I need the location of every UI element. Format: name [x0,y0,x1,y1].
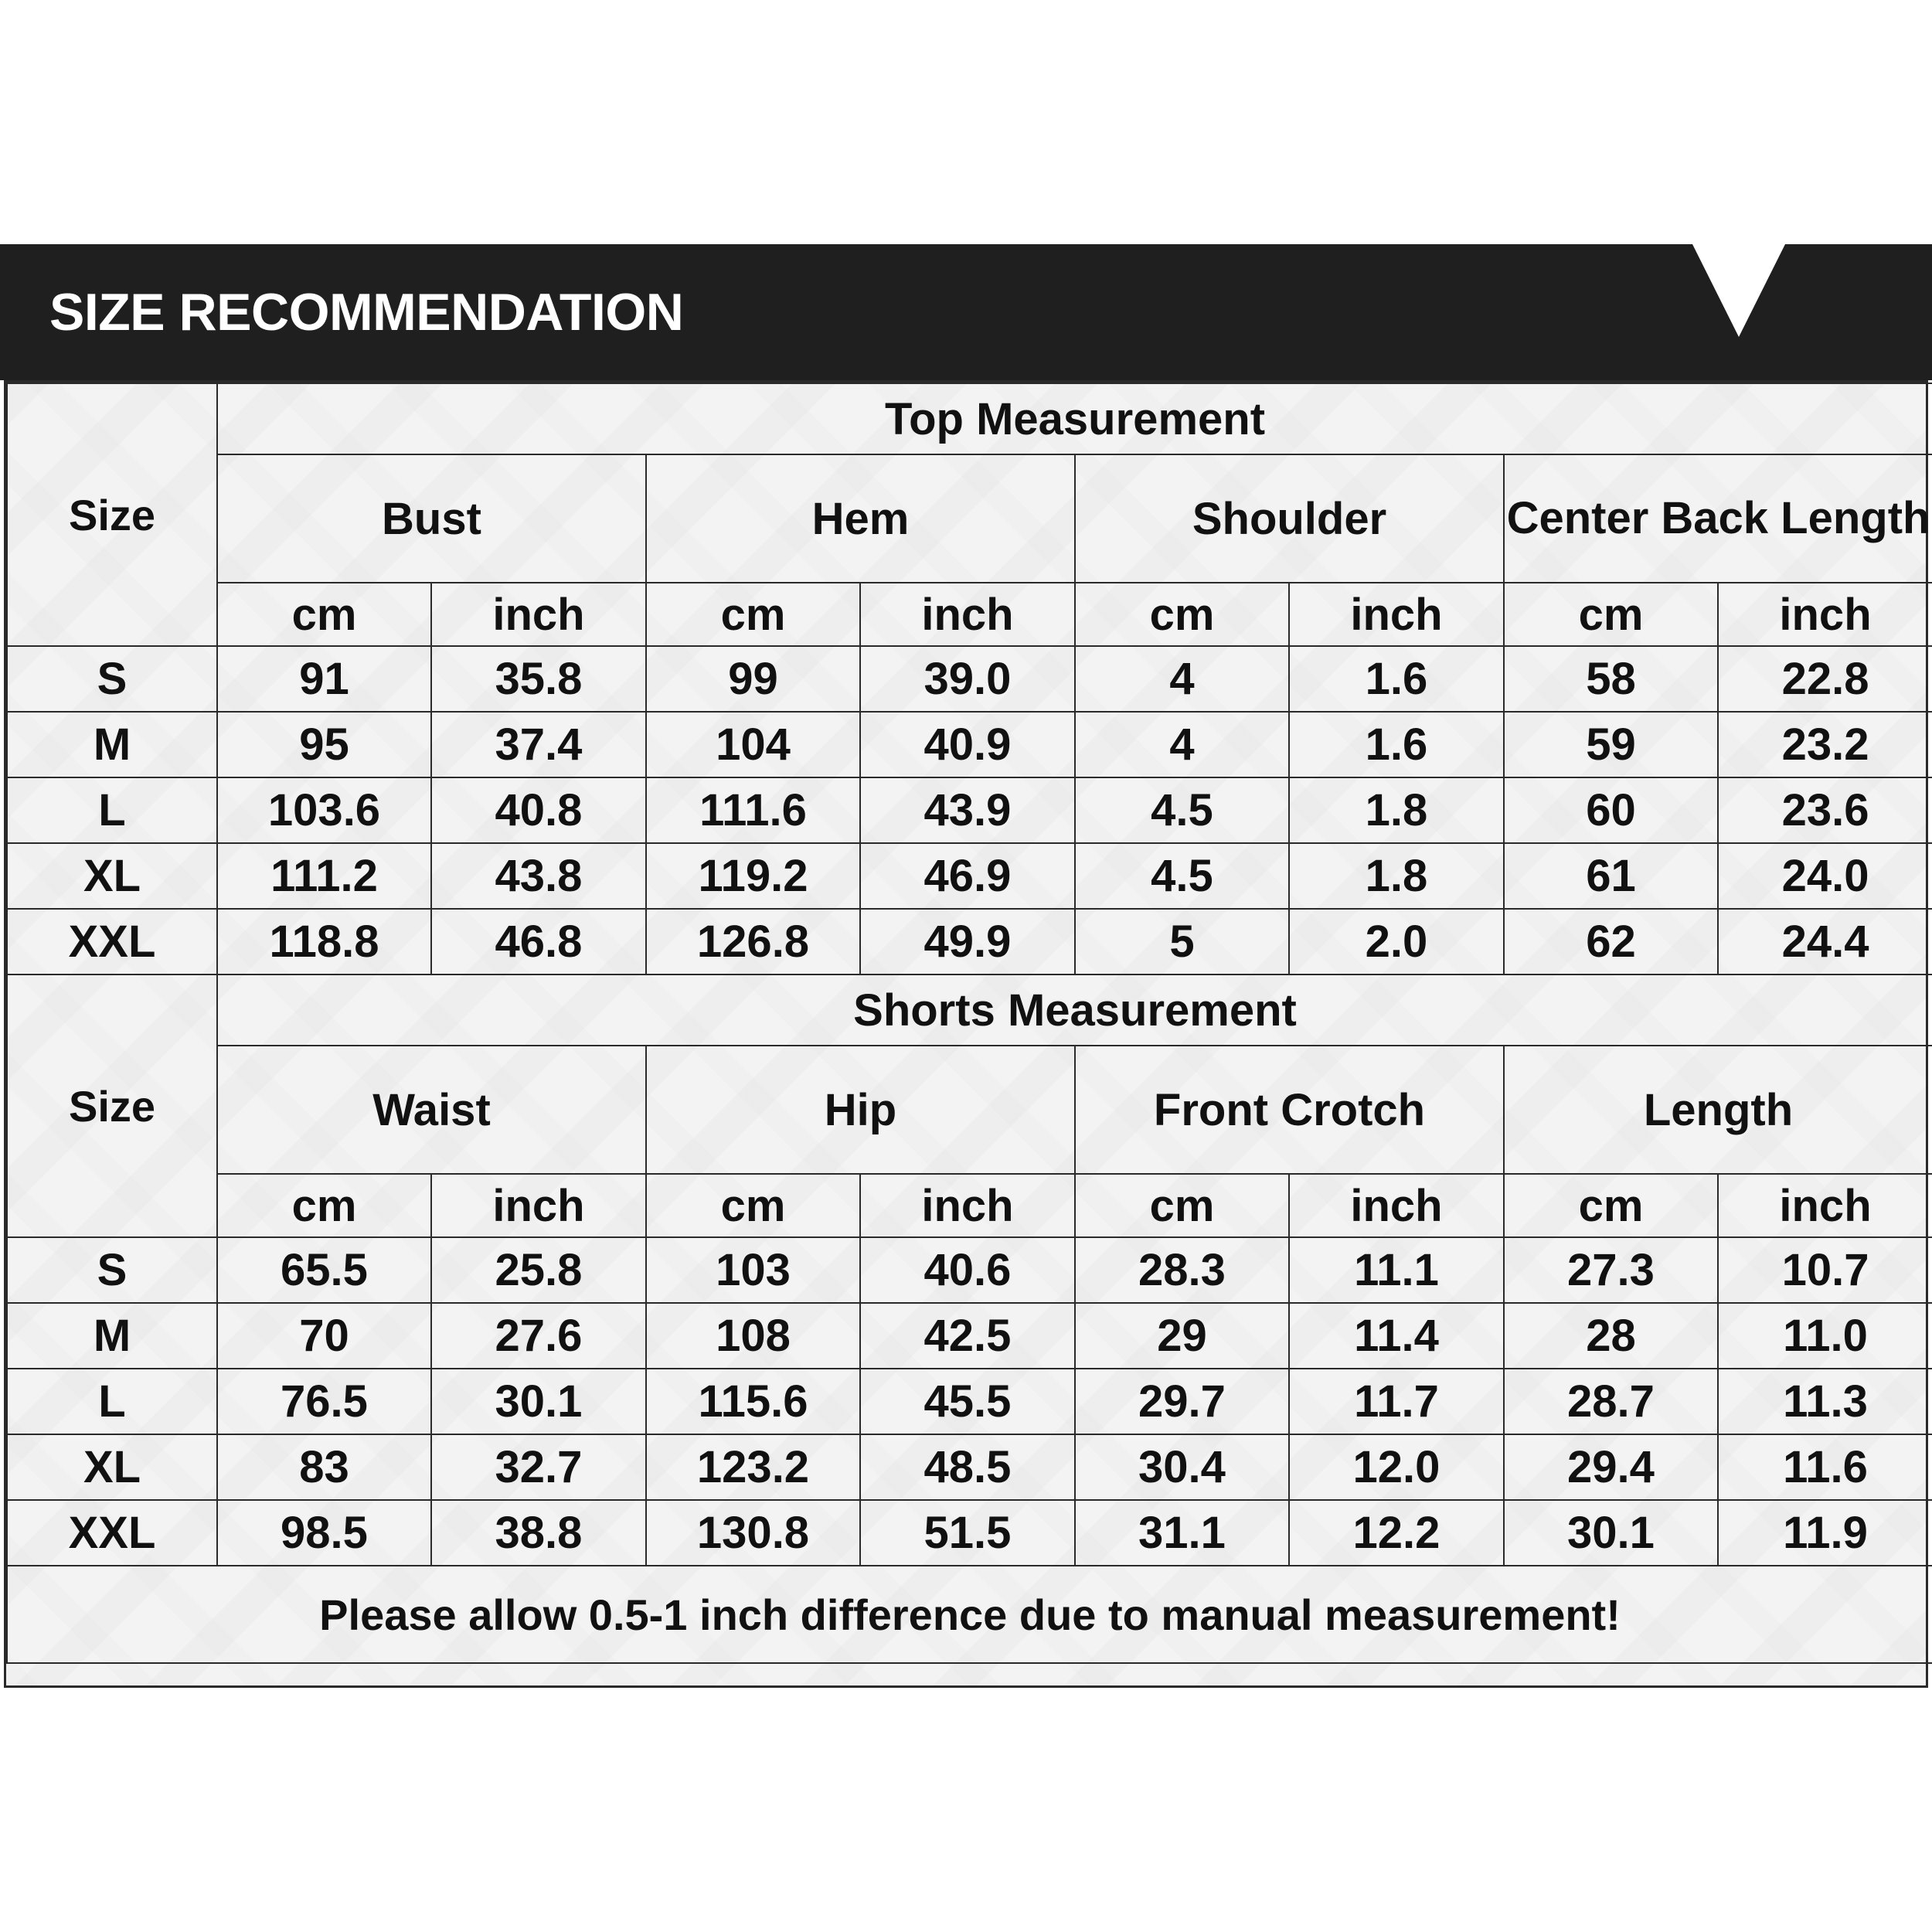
measurement-cell: 25.8 [431,1237,646,1303]
measurement-cell: 119.2 [646,843,860,909]
category-header-center-back-length-label: Center Back Length [1506,493,1930,543]
unit-header-cm: cm [1504,1174,1718,1237]
category-header-bust: Bust [217,454,646,583]
measurement-cell: 62 [1504,909,1718,975]
header-banner [0,244,1932,380]
measurement-cell: 27.6 [431,1303,646,1369]
measurement-cell: 99 [646,646,860,712]
unit-header-cm: cm [646,583,860,646]
measurement-cell: 27.3 [1504,1237,1718,1303]
measurement-cell: 11.6 [1718,1434,1932,1500]
measurement-cell: 108 [646,1303,860,1369]
top-measurement-section [7,383,1932,975]
measurement-cell: 12.2 [1289,1500,1504,1566]
size-column-header: Size [7,383,217,646]
table-row [7,712,1932,777]
measurement-cell: 98.5 [217,1500,431,1566]
category-header-waist: Waist [217,1046,646,1174]
size-cell: S [7,646,217,712]
unit-header-cm: cm [217,583,431,646]
table-row [7,843,1932,909]
measurement-cell: 130.8 [646,1500,860,1566]
measurement-cell: 118.8 [217,909,431,975]
unit-header-cm: cm [1075,583,1289,646]
unit-header-inch: inch [860,583,1075,646]
size-table [6,383,1932,1664]
measurement-cell: 37.4 [431,712,646,777]
measurement-cell: 1.8 [1289,777,1504,843]
measurement-cell: 11.9 [1718,1500,1932,1566]
category-header-center-back-length [1504,454,1932,583]
measurement-cell: 31.1 [1075,1500,1289,1566]
measurement-cell: 91 [217,646,431,712]
category-header-shoulder-label: Shoulder [1192,493,1387,544]
measurement-cell: 4 [1075,646,1289,712]
measurement-note: Please allow 0.5-1 inch difference due to manual measurement! [7,1566,1932,1663]
unit-header-cm: cm [217,1174,431,1237]
measurement-cell: 28.3 [1075,1237,1289,1303]
measurement-cell: 43.9 [860,777,1075,843]
measurement-cell: 28.7 [1504,1369,1718,1434]
measurement-cell: 58 [1504,646,1718,712]
unit-header-cm: cm [1504,583,1718,646]
measurement-cell: 35.8 [431,646,646,712]
measurement-cell: 123.2 [646,1434,860,1500]
size-cell: XL [7,843,217,909]
measurement-cell: 2.0 [1289,909,1504,975]
measurement-cell: 126.8 [646,909,860,975]
measurement-cell: 42.5 [860,1303,1075,1369]
category-header-front-crotch: Front Crotch [1075,1046,1504,1174]
measurement-cell: 23.6 [1718,777,1932,843]
measurement-cell: 11.1 [1289,1237,1504,1303]
table-row [7,777,1932,843]
measurement-cell: 28 [1504,1303,1718,1369]
measurement-cell: 4.5 [1075,843,1289,909]
unit-header-inch: inch [431,1174,646,1237]
measurement-cell: 40.6 [860,1237,1075,1303]
top-measurement-title: Top Measurement [217,383,1932,454]
table-row [7,1369,1932,1434]
measurement-cell: 65.5 [217,1237,431,1303]
size-column-header: Size [7,975,217,1237]
measurement-cell: 115.6 [646,1369,860,1434]
unit-header-inch: inch [860,1174,1075,1237]
measurement-cell: 104 [646,712,860,777]
measurement-cell: 30.1 [431,1369,646,1434]
measurement-cell: 11.0 [1718,1303,1932,1369]
size-cell: M [7,1303,217,1369]
unit-header-inch: inch [1289,583,1504,646]
shorts-measurement-title: Shorts Measurement [217,975,1932,1046]
measurement-cell: 32.7 [431,1434,646,1500]
unit-header-cm: cm [646,1174,860,1237]
down-arrow-icon [1692,244,1785,337]
measurement-cell: 4 [1075,712,1289,777]
size-cell: M [7,712,217,777]
table-row [7,1237,1932,1303]
unit-header-cm: cm [1075,1174,1289,1237]
unit-header-inch: inch [1289,1174,1504,1237]
measurement-cell: 24.4 [1718,909,1932,975]
measurement-cell: 11.7 [1289,1369,1504,1434]
measurement-cell: 11.3 [1718,1369,1932,1434]
measurement-cell: 1.6 [1289,712,1504,777]
measurement-cell: 29.4 [1504,1434,1718,1500]
measurement-cell: 23.2 [1718,712,1932,777]
measurement-cell: 83 [217,1434,431,1500]
measurement-cell: 22.8 [1718,646,1932,712]
unit-header-inch: inch [1718,583,1932,646]
size-cell: XXL [7,1500,217,1566]
measurement-cell: 95 [217,712,431,777]
measurement-cell: 46.8 [431,909,646,975]
category-header-shoulder [1075,454,1504,583]
table-row [7,1303,1932,1369]
size-cell: XXL [7,909,217,975]
measurement-cell: 103 [646,1237,860,1303]
measurement-cell: 43.8 [431,843,646,909]
table-row [7,646,1932,712]
measurement-cell: 10.7 [1718,1237,1932,1303]
measurement-cell: 49.9 [860,909,1075,975]
measurement-cell: 5 [1075,909,1289,975]
measurement-cell: 111.2 [217,843,431,909]
category-header-hem: Hem [646,454,1075,583]
measurement-cell: 70 [217,1303,431,1369]
measurement-cell: 40.9 [860,712,1075,777]
size-cell: XL [7,1434,217,1500]
measurement-cell: 11.4 [1289,1303,1504,1369]
measurement-cell: 40.8 [431,777,646,843]
size-chart [4,380,1928,1688]
table-row [7,909,1932,975]
table-row [7,1434,1932,1500]
measurement-cell: 59 [1504,712,1718,777]
size-cell: S [7,1237,217,1303]
table-row [7,1500,1932,1566]
measurement-cell: 24.0 [1718,843,1932,909]
measurement-cell: 48.5 [860,1434,1075,1500]
measurement-cell: 45.5 [860,1369,1075,1434]
measurement-cell: 38.8 [431,1500,646,1566]
measurement-cell: 30.4 [1075,1434,1289,1500]
measurement-cell: 1.8 [1289,843,1504,909]
measurement-cell: 39.0 [860,646,1075,712]
measurement-cell: 60 [1504,777,1718,843]
measurement-cell: 103.6 [217,777,431,843]
measurement-cell: 51.5 [860,1500,1075,1566]
measurement-cell: 111.6 [646,777,860,843]
unit-header-inch: inch [431,583,646,646]
page-title: SIZE RECOMMENDATION [49,283,684,342]
measurement-cell: 29 [1075,1303,1289,1369]
category-header-hip: Hip [646,1046,1075,1174]
measurement-cell: 12.0 [1289,1434,1504,1500]
shorts-measurement-section [7,975,1932,1566]
measurement-cell: 30.1 [1504,1500,1718,1566]
measurement-cell: 4.5 [1075,777,1289,843]
measurement-cell: 1.6 [1289,646,1504,712]
size-cell: L [7,1369,217,1434]
size-cell: L [7,777,217,843]
measurement-cell: 29.7 [1075,1369,1289,1434]
measurement-cell: 61 [1504,843,1718,909]
measurement-cell: 46.9 [860,843,1075,909]
measurement-cell: 76.5 [217,1369,431,1434]
category-header-length: Length [1504,1046,1932,1174]
unit-header-inch: inch [1718,1174,1932,1237]
